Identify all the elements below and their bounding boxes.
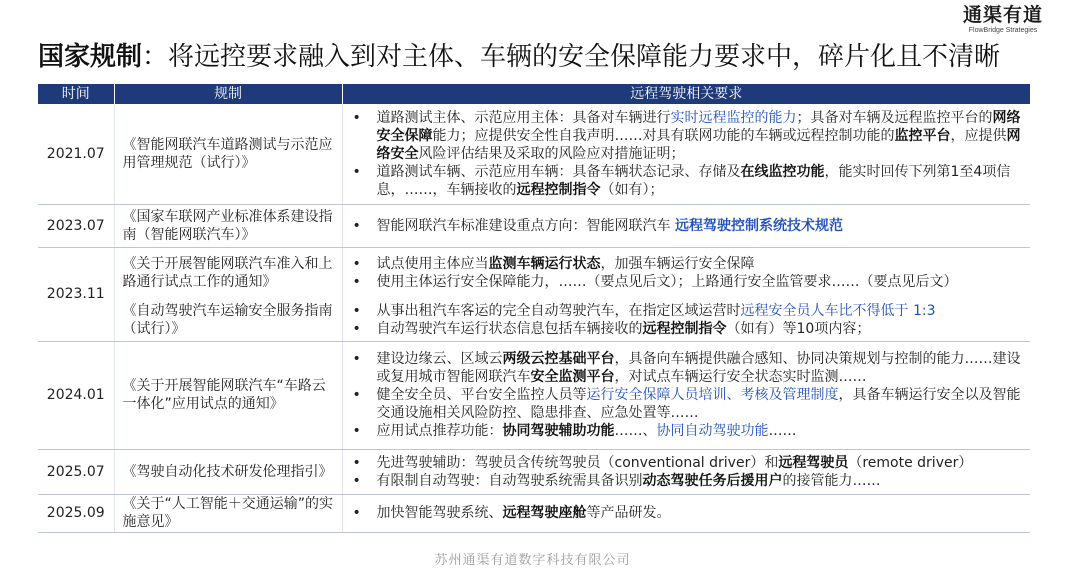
- requirement-text: ，能实时回传下列第1至4项信息，……，车辆接收的: [376, 163, 1011, 198]
- requirement-text: ；具备对车辆及远程监控平台的: [796, 109, 993, 126]
- header-law: 规制: [114, 84, 342, 104]
- requirement-item: [347, 350, 1025, 386]
- requirement-text: 道路测试车辆、示范应用车辆：具备车辆状态记录、存储及: [376, 163, 741, 180]
- row-law: 《关于开展智能网联汽车准入和上路通行试点工作的通知》: [114, 247, 342, 299]
- requirement-text: 智能网联汽车标准建设重点方向：智能网联汽车: [376, 217, 675, 234]
- requirement-text: 使用主体运行安全保障能力，……（要点见后文）；上路通行安全监管要求……（要点见后文）: [376, 274, 958, 291]
- emphasis-text: 远程驾驶控制系统技术规范: [674, 217, 843, 234]
- requirement-item: [347, 163, 1025, 199]
- logo-sub-text: FlowBridge Strategies: [968, 27, 1038, 34]
- requirement-text: ，应提供: [950, 127, 1007, 144]
- requirement-text: （remote driver）: [848, 454, 973, 471]
- emphasis-text: 两级云控基础平台: [502, 351, 615, 367]
- requirement-item: [347, 217, 1025, 235]
- requirement-text: 能力；应提供安全性自我声明……对具有联网功能的车辆或远程控制功能的: [432, 127, 895, 144]
- requirement-text: 应用试点推荐功能：: [376, 423, 503, 439]
- requirement-text: 等产品研发。: [586, 505, 671, 521]
- header-req: 远程驾驶相关要求: [342, 84, 1030, 104]
- requirement-item: [347, 472, 1025, 490]
- row-time: 2025.09: [38, 494, 114, 532]
- requirement-text: 有限制自动驾驶：自动驾驶系统需具备识别: [376, 472, 643, 489]
- requirement-item: [347, 504, 1025, 522]
- requirement-text: ，加强车辆运行安全保障: [600, 256, 755, 273]
- requirement-text: ，对试点车辆运行安全状态实时监测……: [614, 369, 867, 385]
- requirement-text: （如有）等10项内容；: [726, 320, 871, 337]
- requirement-item: [347, 255, 1025, 273]
- row-req: [342, 299, 1030, 341]
- requirement-text: 先进驾驶辅助：驾驶员含传统驾驶员（conventional driver）和: [376, 454, 779, 471]
- requirement-text: ……、: [614, 423, 657, 439]
- row-time: 2023.07: [38, 204, 114, 247]
- row-time: 2021.07: [38, 104, 114, 204]
- row-req: [342, 449, 1030, 494]
- requirement-text: 自动驾驶汽车运行状态信息包括车辆接收的: [376, 320, 643, 337]
- requirement-text: 健全安全员、平台安全监控人员等: [376, 387, 587, 403]
- row-req: [342, 341, 1030, 449]
- requirement-text: ，具备车辆运行安全以及智能交通设施相关风险防控、隐患排查、应急处置等……: [376, 387, 1021, 421]
- row-time: 2024.01: [38, 341, 114, 449]
- page-title-bold: 国家规制: [38, 42, 143, 72]
- requirement-text: 的接管能力……: [782, 472, 881, 489]
- table-row: [38, 449, 1030, 494]
- table-row: [38, 299, 1030, 341]
- table-row: [38, 494, 1030, 532]
- row-law: 《关于开展智能网联汽车“车路云一体化”应用试点的通知》: [114, 341, 342, 449]
- emphasis-text: 监测车辆运行状态: [488, 256, 601, 273]
- emphasis-text: 监控平台: [894, 127, 951, 144]
- emphasis-text: 网络安全: [376, 127, 1021, 162]
- row-law: 《驾驶自动化技术研发伦理指引》: [114, 449, 342, 494]
- table-row: [38, 104, 1030, 204]
- table-header-row: [38, 84, 1030, 104]
- page-title: [38, 39, 1000, 75]
- emphasis-text: 安全监测平台: [530, 369, 615, 385]
- header-time: 时间: [38, 84, 114, 104]
- regulation-table: [38, 84, 1030, 533]
- highlight-text: 协同自动驾驶功能: [656, 423, 769, 439]
- row-law: 《智能网联汽车道路测试与示范应用管理规范（试行）》: [114, 104, 342, 204]
- company-logo: [963, 4, 1043, 35]
- requirement-item: [347, 386, 1025, 422]
- row-time: 2025.07: [38, 449, 114, 494]
- table-row: [38, 204, 1030, 247]
- emphasis-text: 网络安全保障: [376, 109, 1021, 144]
- emphasis-text: 动态驾驶任务后援用户: [642, 472, 783, 489]
- emphasis-text: 远程控制指令: [516, 181, 601, 198]
- row-req: [342, 204, 1030, 247]
- requirement-item: [347, 109, 1025, 163]
- row-law: 《自动驾驶汽车运输安全服务指南（试行）》: [114, 299, 342, 341]
- requirement-text: 建设边缘云、区域云: [376, 351, 503, 367]
- requirement-item: [347, 273, 1025, 291]
- requirement-text: 试点使用主体应当: [376, 256, 489, 273]
- table-row: [38, 247, 1030, 299]
- row-time: 2023.11: [38, 247, 114, 341]
- requirement-item: [347, 320, 1025, 338]
- highlight-text: 远程安全员人车比不得低于 1:3: [740, 302, 936, 319]
- row-req: [342, 247, 1030, 299]
- highlight-text: 运行安全保障人员培训、考核及管理制度: [586, 387, 839, 403]
- requirement-text: ……: [768, 423, 797, 439]
- requirement-text: 道路测试主体、示范应用主体：具备对车辆进行: [376, 109, 671, 126]
- emphasis-text: 协同驾驶辅助功能: [502, 423, 615, 439]
- emphasis-text: 远程驾驶座舱: [502, 505, 587, 521]
- highlight-text: 实时远程监控的能力: [670, 109, 797, 126]
- requirement-text: 风险评估结果及采取的风险应对措施证明；: [418, 145, 685, 162]
- emphasis-text: 在线监控功能: [740, 163, 825, 180]
- requirement-item: [347, 422, 1025, 440]
- row-req: [342, 104, 1030, 204]
- footer-company: 苏州通渠有道数字科技有限公司: [434, 553, 631, 568]
- page-title-rest: ：将远控要求融入到对主体、车辆的安全保障能力要求中，碎片化且不清晰: [142, 42, 1001, 72]
- table-row: [38, 341, 1030, 449]
- requirement-text: ，具备向车辆提供融合感知、协同决策规划与控制的能力……建设或复用城市智能网联汽车: [376, 351, 1021, 385]
- row-law: 《关于“人工智能＋交通运输”的实施意见》: [114, 494, 342, 532]
- row-req: [342, 494, 1030, 532]
- row-law: 《国家车联网产业标准体系建设指南（智能网联汽车）》: [114, 204, 342, 247]
- emphasis-text: 远程驾驶员: [778, 454, 849, 471]
- requirement-item: [347, 454, 1025, 472]
- emphasis-text: 远程控制指令: [642, 320, 727, 337]
- requirement-item: [347, 302, 1025, 320]
- requirement-text: 从事出租汽车客运的完全自动驾驶汽车，在指定区域运营时: [376, 302, 741, 319]
- requirement-text: 加快智能驾驶系统、: [376, 505, 503, 521]
- logo-main-text: 通渠有道: [962, 4, 1043, 26]
- requirement-text: （如有）；: [600, 181, 664, 198]
